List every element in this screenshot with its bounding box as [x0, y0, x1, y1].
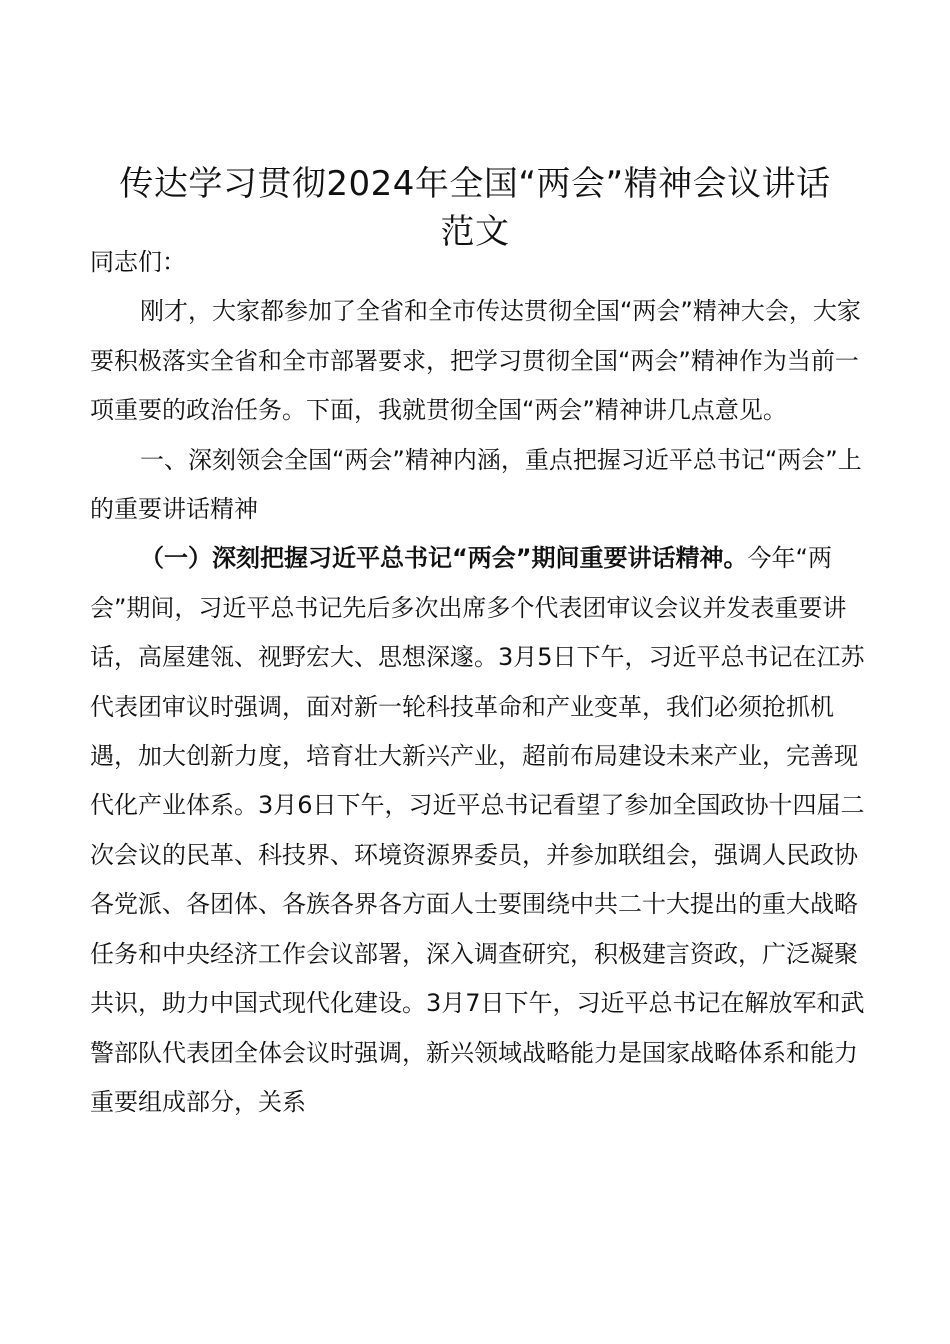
document-body [90, 238, 870, 1127]
section-heading-1: 一、深刻领会全国“两会”精神内涵，重点把握习近平总书记“两会”上的重要讲话精神 [90, 445, 862, 524]
salutation: 同志们： [90, 248, 186, 276]
paragraph-section-1-1 [90, 534, 870, 1127]
paragraph-intro: 刚才，大家都参加了全省和全市传达贯彻全国“两会”精神大会，大家要积极落实全省和全市部署要求，把学习贯彻全国“两会”精神作为当前一项重要的政治任务。下面，我就贯彻全国“两会”精神讲几点意见。 [90, 297, 861, 425]
subheading-1: （一）深刻把握习近平总书记“两会”期间重要讲话精神。 [140, 544, 748, 573]
paragraph-section-1-1-text: 今年“两会”期间，习近平总书记先后多次出席多个代表团审议会议并发表重要讲话，高屋建瓴、视野宏大、思想深邃。3月5日下午，习近平总书记在江苏代表团审议时强调，面对新一轮科技革命和产业变革，我们必须抢抓机遇，加大创新力度，培育壮大新兴产业，超前布局建设未来产业，完善现代化产业体系。3月6日下午，习近平总书记看望了参加全国政协十四届二次会议的民革、科技界、环境资源界委员，并参加联组会，强调人民政协各党派、各团体、各族各界各方面人士要围绕中共二十大提出的重大战略任务和中央经济工作会议部署，深入调查研究，积极建言资政，广泛凝聚共识，助力中国式现代化建设。3月7日下午，习近平总书记在解放军和武警部队代表团全体会议时强调，新兴领域战略能力是国家战略体系和能力重要组成部分，关系 [90, 544, 865, 1116]
title-line-2: 范文 [440, 212, 510, 252]
title-line-1: 传达学习贯彻2024年全国“两会”精神会议讲话 [119, 164, 831, 204]
